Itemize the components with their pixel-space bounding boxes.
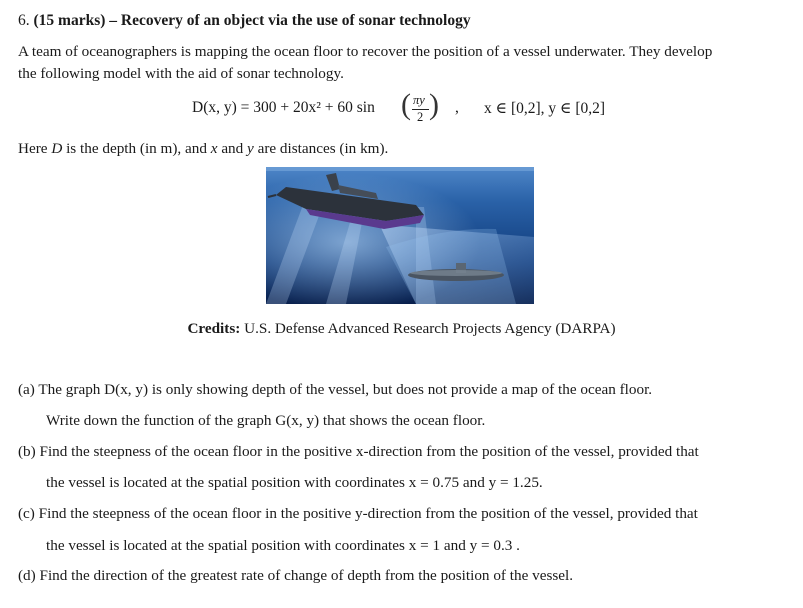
part-c-line-2: the vessel is located at the spatial position with coordinates x = 1 and y = 0.3 . (46, 537, 520, 554)
fraction-numerator: πy (413, 93, 425, 107)
definition-var-y: y (247, 140, 254, 157)
fraction-denominator: 2 (417, 110, 424, 124)
definition-var-x: x (210, 140, 218, 157)
part-b-line-2: the vessel is located at the spatial position with coordinates x = 0.75 and y = 1.25. (46, 474, 543, 491)
question-heading (18, 12, 471, 30)
sonar-illustration (266, 167, 534, 304)
question-number: 6. (18, 12, 30, 29)
part-c-label: (c) (18, 505, 35, 522)
part-d (18, 567, 573, 585)
credits-label: Credits: (187, 320, 241, 337)
definition-and: and (221, 140, 244, 157)
part-a-line-2: Write down the function of the graph G(x, y) that shows the ocean floor. (46, 412, 486, 429)
part-a (18, 381, 652, 399)
part-d-label: (d) (18, 567, 36, 584)
definition-suffix: are distances (in km). (257, 140, 389, 157)
definition-var-d: D (51, 140, 63, 157)
question-marks: (15 marks) (33, 12, 106, 29)
definition-mid: is the depth (in m), and (66, 140, 207, 157)
intro-line-1: A team of oceanographers is mapping the ocean floor to recover the position of a vessel underwater. They develop (18, 43, 713, 60)
part-c-line-1: Find the steepness of the ocean floor in the positive y-direction from the position of the vessel, provided that (38, 505, 698, 522)
credits-text: U.S. Defense Advanced Research Projects Agency (DARPA) (244, 320, 616, 337)
depth-equation (0, 88, 803, 132)
part-c (18, 505, 698, 523)
question-title: – Recovery of an object via the use of sonar technology (109, 12, 471, 29)
part-a-label: (a) (18, 381, 35, 398)
intro-line-2: the following model with the aid of sonar technology. (18, 65, 344, 82)
part-b-label: (b) (18, 443, 36, 460)
equation-separator: , (455, 99, 459, 116)
equation-main: D(x, y) = 300 + 20x² + 60 sin (192, 99, 375, 116)
part-d-line-1: Find the direction of the greatest rate of change of depth from the position of the vessel. (39, 567, 574, 584)
part-a-line-1: The graph D(x, y) is only showing depth of the vessel, but does not provide a map of the ocean floor. (38, 381, 653, 398)
part-b (18, 443, 699, 461)
part-b-line-1: Find the steepness of the ocean floor in the positive x-direction from the position of the vessel, provided that (39, 443, 699, 460)
figure-credits (0, 320, 803, 338)
definition-prefix: Here (18, 140, 48, 157)
variable-definition (18, 140, 388, 158)
equation-domain: x ∈ [0,2], y ∈ [0,2] (484, 100, 606, 117)
equation-fraction: ( πy 2 ) (401, 88, 439, 124)
